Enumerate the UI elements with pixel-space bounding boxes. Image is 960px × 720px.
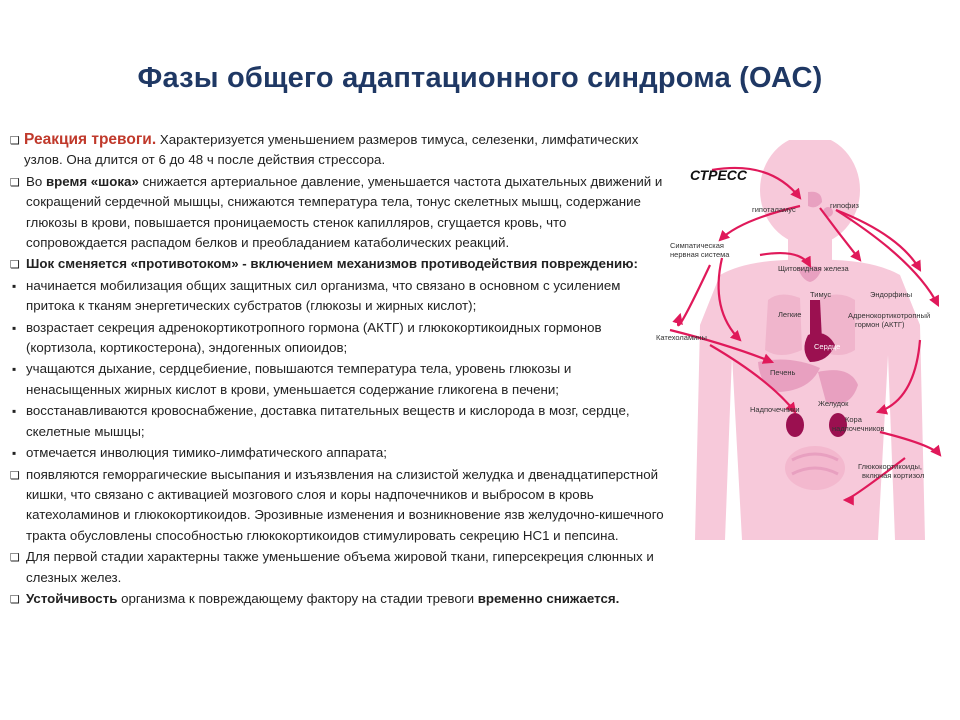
- alarm-reaction-heading: Реакция тревоги.: [24, 131, 157, 148]
- list-item-resistance: [10, 589, 665, 609]
- checkbox-bullet-icon: ❑: [10, 134, 20, 147]
- lungs-label: Легкие: [778, 310, 802, 319]
- endorphins-label: Эндорфины: [870, 290, 913, 299]
- list-item-ulcers: [10, 465, 665, 547]
- stress-label: СТРЕСС: [690, 167, 748, 183]
- body-diagram-svg: [650, 140, 956, 540]
- content-list: [10, 130, 665, 610]
- stomach-label: Желудок: [818, 399, 849, 408]
- list-item-bullet-1: [10, 276, 665, 317]
- cortex-label-2: надпочечников: [832, 424, 885, 433]
- square-bullet-icon: ▪: [12, 320, 17, 335]
- list-item-bullet-4: [10, 401, 665, 442]
- resistance-bold-1: Устойчивость: [26, 590, 118, 606]
- bullet-4-text: восстанавливаются кровоснабжение, доставка питательных веществ и кислорода в мозг, сердце, скелетные мышцы;: [26, 403, 630, 439]
- sympathetic-label-1: Симпатическая: [670, 241, 724, 250]
- square-bullet-icon: ▪: [12, 362, 17, 377]
- thymus-label: Тимус: [810, 290, 832, 299]
- bullet-1-text: начинается мобилизация общих защитных сил организма, что связано в основном с усилением притока к тканям энергетических субстратов (глюкозы и жирных кислот);: [26, 277, 621, 314]
- list-item-bullet-3: [10, 359, 665, 400]
- list-item-alarm-reaction: [10, 130, 665, 171]
- checkbox-bullet-icon: ❑: [10, 175, 20, 189]
- square-bullet-icon: ▪: [12, 278, 17, 293]
- square-bullet-icon: ▪: [12, 404, 17, 419]
- page-title: Фазы общего адаптационного синдрома (ОАС): [137, 62, 823, 94]
- catecholamines-label: Катехоламины: [656, 333, 707, 342]
- heart-label: Сердце: [814, 342, 841, 351]
- bullet-3-text: учащаются дыхание, сердцебиение, повышаются температура тела, уровень глюкозы и ненасыщенных жирных кислот в крови, уменьшается содержание гликогена в печени;: [26, 361, 572, 397]
- liver-label: Печень: [770, 368, 796, 377]
- gluco-label-2: включая кортизол: [862, 471, 925, 480]
- shock-bold: время «шока»: [45, 173, 139, 189]
- acth-label-1: Адренокортикотропный: [848, 311, 931, 320]
- countershock-text: Шок сменяется «противотоком» - включением механизмов противодействия повреждению:: [26, 256, 638, 272]
- stress-response-diagram: [650, 140, 956, 540]
- square-bullet-icon: ▪: [12, 446, 17, 461]
- hypothalamus-label: гипоталамус: [752, 205, 796, 214]
- checkbox-bullet-icon: ❑: [10, 592, 20, 606]
- list-item-bullet-5: [10, 443, 665, 463]
- first-stage-text: Для первой стадии характерны также уменьшение объема жировой ткани, гиперсекреция слюнных и слезных желез.: [26, 549, 654, 585]
- list-item-bullet-2: [10, 318, 665, 359]
- shock-prefix: Во: [26, 173, 46, 189]
- adrenal-left-shape: [786, 413, 804, 437]
- bullet-5-text: отмечается инволюция тимико-лимфатического аппарата;: [26, 445, 387, 461]
- list-item-shock: [10, 172, 665, 254]
- gluco-label-1: Глюкокортикоиды,: [858, 462, 922, 471]
- alarm-reaction-text: Характеризуется уменьшением размеров тимуса, селезенки, лимфатических узлов. Она длится от 6 до 48 ч после действия стрессора.: [24, 132, 639, 168]
- ulcers-text: появляются геморрагические высыпания и изъязвления на слизистой желудка и двенадцатиперстной кишки, что связано с активацией мозгового слоя и коры надпочечников и выбросом в кровь катехоламинов и глюкокортикоидов. Эрозивные изменения и возникновение язв желудочно-кишечного тракта обусловлены способностью глюкокортикоидов стимулировать секрецию НС1 и пепсина.: [26, 466, 664, 543]
- lung-left-shape: [765, 294, 802, 355]
- list-item-countershock: [10, 254, 665, 274]
- adrenals-label: Надпочечники: [750, 405, 800, 414]
- checkbox-bullet-icon: ❑: [10, 551, 20, 565]
- bullet-2-text: возрастает секреция адренокортикотропного гормона (АКТГ) и глюкокортикоидных гормонов (кортизола, кортикостерона), эндогенных опиоидов;: [26, 319, 602, 356]
- resistance-bold-2: временно снижается.: [477, 590, 620, 606]
- shock-text: снижается артериальное давление, уменьшается частота дыхательных движений и сокращений сердечной мышцы, снижаются температура тела, тонус скелетных мышц, содержание глюкозы в крови, повышается проницаемость стенок капилляров, сгущается кровь, что сопровождается распадом белков и преобладанием катаболических реакций.: [26, 173, 663, 251]
- resistance-text: организма к повреждающему фактору на стадии тревоги: [117, 590, 478, 606]
- checkbox-bullet-icon: ❑: [10, 468, 20, 482]
- checkbox-bullet-icon: ❑: [10, 258, 20, 272]
- cortex-label-1: Кора: [845, 415, 862, 424]
- sympathetic-label-2: нервная система: [670, 250, 730, 259]
- list-item-first-stage: [10, 547, 665, 588]
- acth-label-2: гормон (АКТГ): [855, 320, 905, 329]
- pituitary-label: гипофиз: [830, 201, 859, 210]
- thyroid-label: Щитовидная железа: [778, 264, 849, 273]
